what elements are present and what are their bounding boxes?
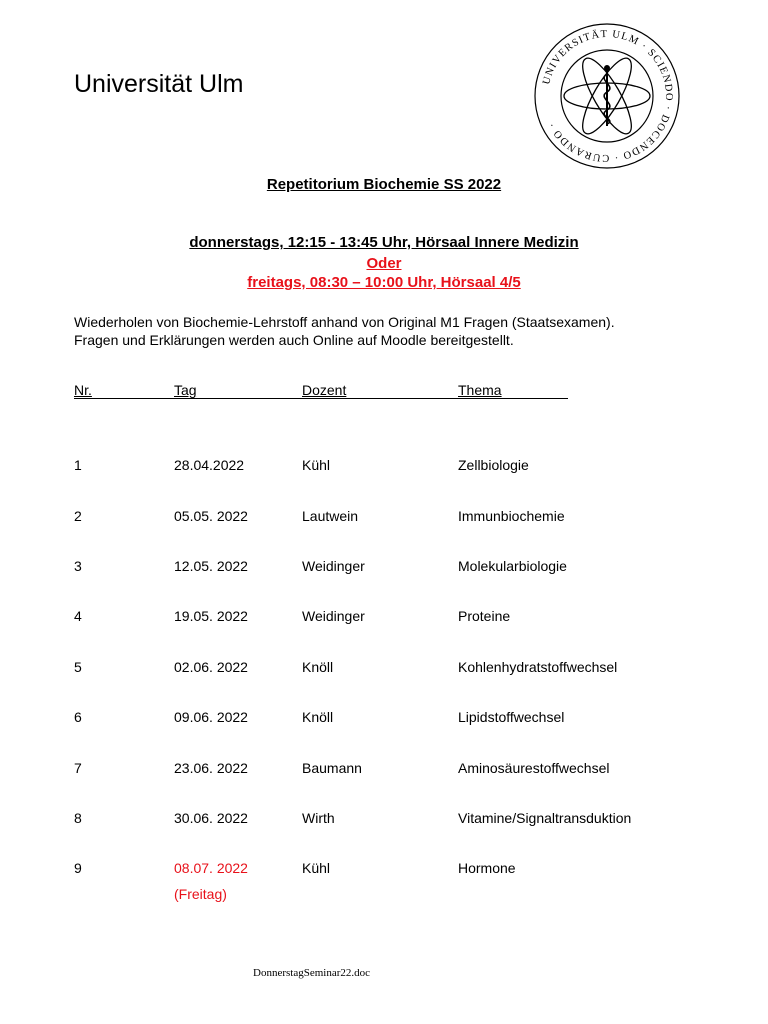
row-nr: 8 <box>74 810 82 826</box>
table-row <box>0 760 768 780</box>
row-nr: 5 <box>74 659 82 675</box>
row-tag: 09.06. 2022 <box>174 709 248 725</box>
row-thema: Kohlenhydratstoffwechsel <box>458 659 618 675</box>
row-dozent: Weidinger <box>302 558 365 574</box>
row-dozent: Lautwein <box>302 508 359 524</box>
row-thema: Hormone <box>458 860 516 876</box>
intro-line-1: Wiederholen von Biochemie-Lehrstoff anhand von Original M1 Fragen (Staatsexamen). <box>74 314 615 330</box>
row-nr: 6 <box>74 709 82 725</box>
row-tag: 28.04.2022 <box>174 457 245 473</box>
table-row <box>0 608 768 628</box>
intro-paragraph <box>74 313 615 349</box>
row-nr: 2 <box>74 508 82 524</box>
svg-text:UNIVERSITÄT ULM · SCIENDO · DO: UNIVERSITÄT ULM · SCIENDO · DOCENDO · CURANDO · <box>541 28 675 164</box>
row-tag-note: (Freitag) <box>174 886 227 902</box>
row-thema: Immunbiochemie <box>458 508 565 524</box>
row-tag: 02.06. 2022 <box>174 659 248 675</box>
row-tag: 08.07. 2022 <box>174 860 248 876</box>
table-row <box>0 558 768 578</box>
row-thema: Molekularbiologie <box>458 558 567 574</box>
row-dozent: Knöll <box>302 659 334 675</box>
row-thema: Vitamine/Signaltransduktion <box>458 810 632 826</box>
header-nr: Nr. <box>74 382 92 398</box>
row-nr: 4 <box>74 608 82 624</box>
row-nr: 3 <box>74 558 82 574</box>
university-title: Universität Ulm <box>74 70 244 98</box>
schedule-or: Oder <box>366 255 402 272</box>
footer-filename: DonnerstagSeminar22.doc <box>253 967 370 979</box>
row-dozent: Wirth <box>302 810 335 826</box>
header-underline <box>74 398 568 399</box>
row-dozent: Weidinger <box>302 608 365 624</box>
row-tag: 05.05. 2022 <box>174 508 248 524</box>
row-dozent: Kühl <box>302 457 331 473</box>
header-thema: Thema <box>458 382 502 398</box>
schedule-thursday: donnerstags, 12:15 - 13:45 Uhr, Hörsaal Innere Medizin <box>189 234 579 251</box>
table-row <box>0 457 768 477</box>
row-dozent: Knöll <box>302 709 334 725</box>
table-row <box>0 860 768 906</box>
row-nr: 9 <box>74 860 82 876</box>
document-heading: Repetitorium Biochemie SS 2022 <box>266 176 502 193</box>
table-row <box>0 709 768 729</box>
row-tag: 12.05. 2022 <box>174 558 248 574</box>
header-tag: Tag <box>174 382 197 398</box>
row-thema: Lipidstoffwechsel <box>458 709 565 725</box>
row-nr: 7 <box>74 760 82 776</box>
row-tag: 23.06. 2022 <box>174 760 248 776</box>
row-thema: Zellbiologie <box>458 457 529 473</box>
row-thema: Proteine <box>458 608 511 624</box>
row-dozent: Kühl <box>302 860 331 876</box>
university-seal-logo <box>533 22 681 170</box>
row-nr: 1 <box>74 457 82 473</box>
header-dozent: Dozent <box>302 382 347 398</box>
table-row <box>0 810 768 830</box>
row-thema: Aminosäurestoffwechsel <box>458 760 610 776</box>
intro-line-2: Fragen und Erklärungen werden auch Online auf Moodle bereitgestellt. <box>74 332 514 348</box>
schedule-friday: freitags, 08:30 – 10:00 Uhr, Hörsaal 4/5 <box>247 274 521 291</box>
table-row <box>0 659 768 679</box>
table-row <box>0 508 768 528</box>
row-tag: 30.06. 2022 <box>174 810 248 826</box>
row-dozent: Baumann <box>302 760 362 776</box>
row-tag: 19.05. 2022 <box>174 608 248 624</box>
